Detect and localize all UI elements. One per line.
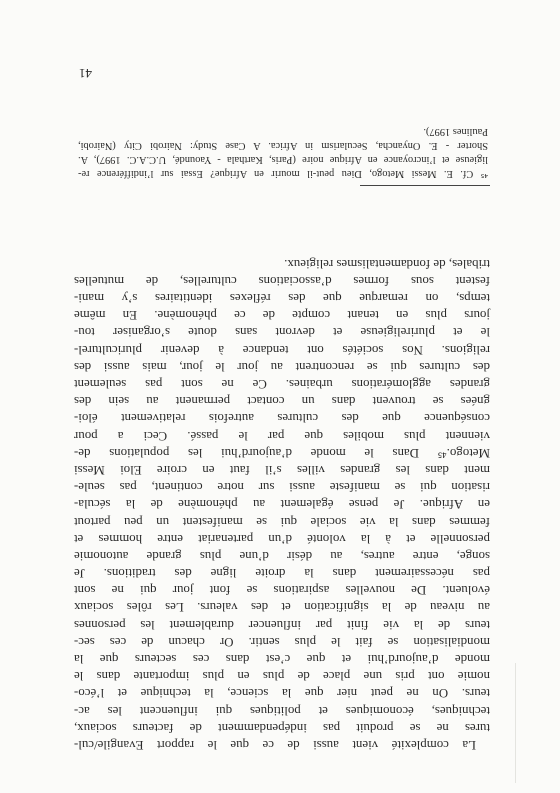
body-line: songe, entre autres, au désir d’une plus grande autonomie bbox=[74, 548, 490, 563]
body-line: jours plus en tenant compte de ce phénomène. En même bbox=[74, 308, 490, 323]
body-line: ment dans les grandes villes s’il faut en croire Eloi Messi bbox=[74, 463, 490, 477]
body-line: teurs. On ne peut nier que la science, la technique et l’éco- bbox=[74, 686, 490, 701]
body-line: Metogo.⁴⁵ Dans le monde d’aujourd’hui les populations de- bbox=[74, 445, 490, 460]
body-line: teurs de la vie finit par influencer durablement les personnes bbox=[74, 617, 490, 632]
body-line: nomie ont pris une place de plus en plus importante dans le bbox=[74, 669, 490, 684]
body-line: en Afrique. Je pense également au phénomène de la sécula- bbox=[74, 497, 490, 512]
body-line: personnelle et à la volonté d’un partenariat entre hommes et bbox=[74, 531, 490, 546]
scan-margin-shadow bbox=[515, 663, 516, 783]
body-line: viennent plus mobiles que par le passé. Ceci a pour bbox=[74, 428, 490, 443]
body-line: le et plurireligieuse et devront sans doute s’organiser tou- bbox=[74, 325, 490, 340]
body-line: mondialisation se fait le plus sentir. Or chacun de ces sec- bbox=[74, 634, 490, 649]
body-line: tures ne se produit pas indépendamment de facteurs sociaux, bbox=[74, 720, 490, 735]
footnote-line: Shorter - E. Onyancha, Secularism in Africa. A Case Study: Nairobi City (Nairobi, bbox=[78, 140, 488, 151]
footnote-line: Paulines 1997). bbox=[423, 126, 488, 137]
body-line: gnées se trouvent dans un contact permanent au sein des bbox=[74, 394, 490, 409]
body-text bbox=[74, 255, 490, 753]
body-line: des cultures qui se rencontrent au jour le jour, mais aussi des bbox=[74, 359, 490, 374]
body-line: techniques, économiques et politiques qui influencent les ac- bbox=[74, 703, 490, 718]
body-line: risation qui se manifeste aussi sur notre continent, pas seule- bbox=[74, 480, 490, 495]
body-line: au niveau de la signification et des valeurs. Les rôles sociaux bbox=[74, 600, 490, 615]
page-number: 41 bbox=[79, 66, 92, 81]
body-line: grandes agglomérations urbaines. Ce ne sont pas seulement bbox=[74, 377, 490, 392]
footnote-line: ligieuse et l’incroyance en Afrique noire (Paris, Karthala - Yaoundé, U.C.A.C. 1997), A. bbox=[78, 154, 488, 165]
body-line: festent sous formes d’associations culturelles, de mutuelles bbox=[74, 273, 490, 288]
body-line: tribales, de fondamentalismes religieux. bbox=[284, 256, 490, 271]
body-line: pas nécessairement dans la droite ligne des traditions. Je bbox=[74, 566, 490, 581]
body-line: religions. Nos sociétés ont tendance à devenir pluriculturel- bbox=[74, 342, 490, 357]
footnote-separator bbox=[360, 185, 490, 186]
body-line: évoluent. De nouvelles aspirations se font jour qui ne sont bbox=[74, 583, 490, 598]
body-line: temps, on remarque que des réflexes identitaires s’y mani- bbox=[74, 291, 490, 306]
body-line: monde d’aujourd’hui et que c’est dans ces secteurs que la bbox=[74, 652, 490, 667]
footnotes bbox=[78, 124, 488, 180]
body-line: conséquence que des cultures autrefois relativement éloi- bbox=[74, 411, 490, 426]
body-line: La complexité vient aussi de ce que le rapport Evangile/cul- bbox=[74, 738, 476, 752]
footnote-line: ⁴⁵ Cf. E. Messi Metogo, Dieu peut-il mourir en Afrique? Essai sur l’indifférence re- bbox=[78, 168, 488, 179]
body-line: femmes dans la vie sociale qui se manifestent un peu partout bbox=[74, 514, 490, 529]
